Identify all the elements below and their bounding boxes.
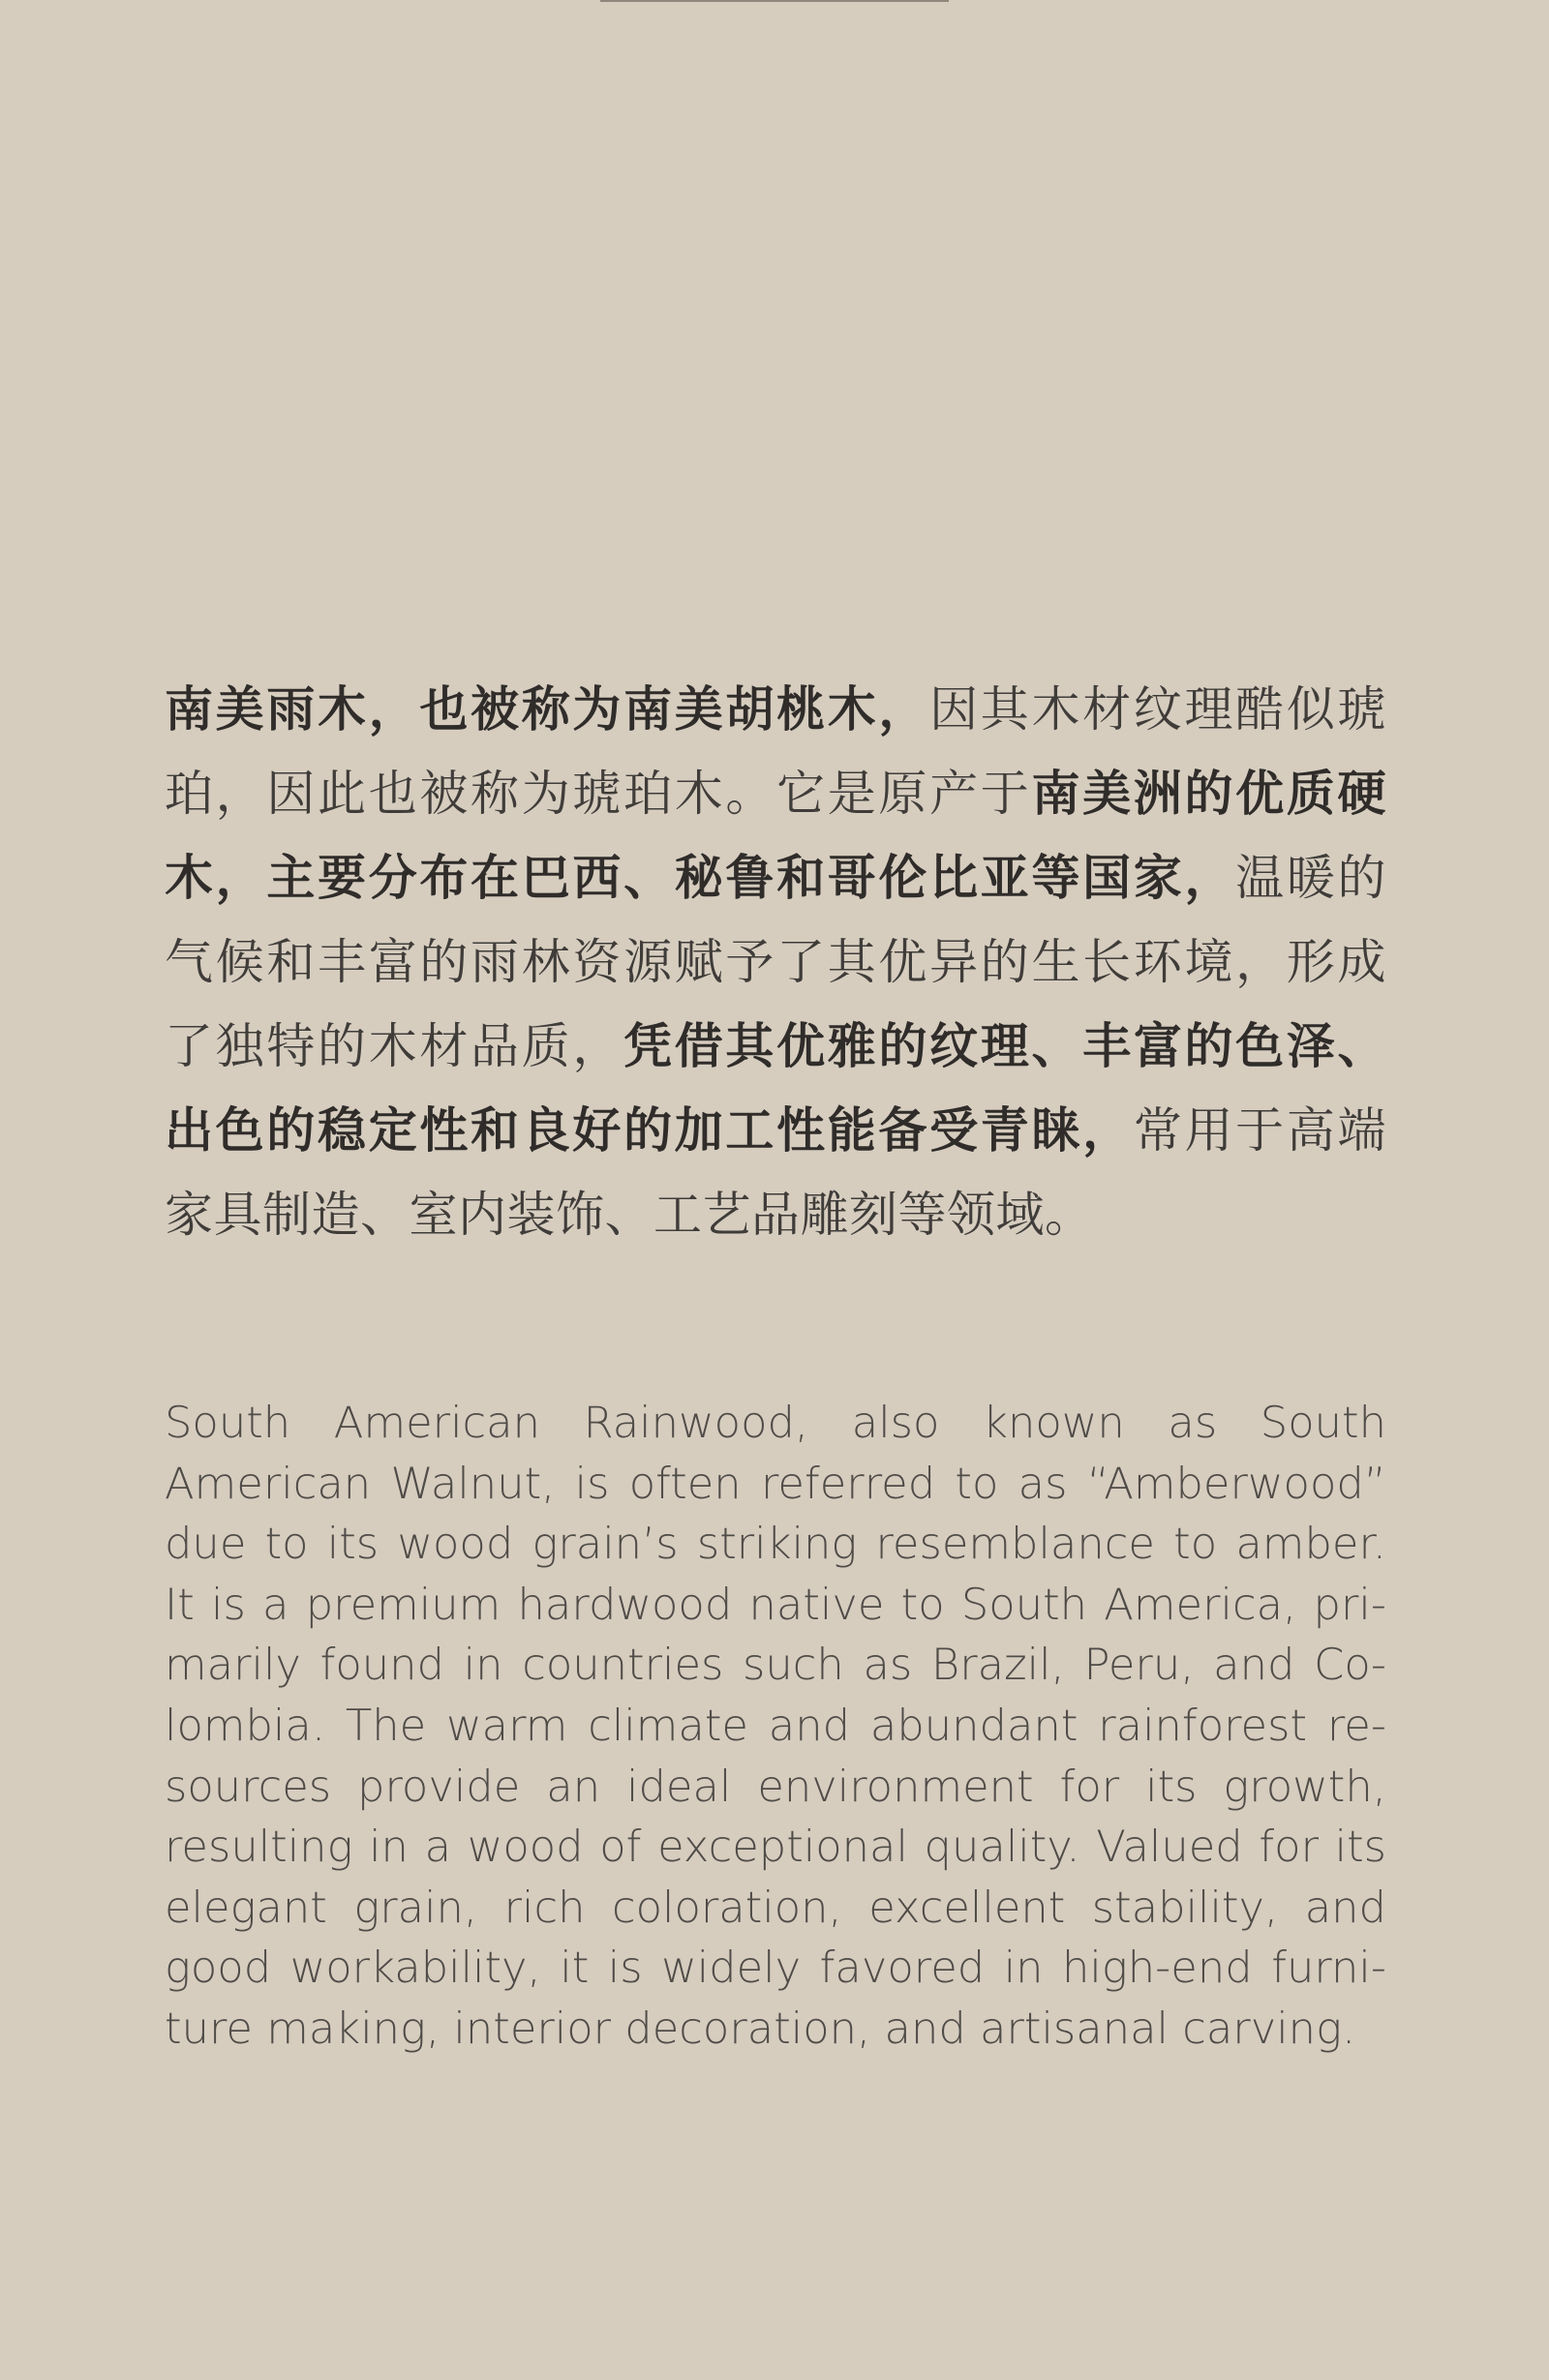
article-body [165, 668, 1386, 2060]
zh-regular-segment-1: 因其木材纹理酷似琥珀，因此也被称为琥珀木。它是原产于 [165, 681, 1387, 822]
top-divider [600, 0, 949, 2]
zh-bold-segment-3: 凭借其优雅的纹理、丰富的色泽、出色的稳定性和良好的加工性能备受青睐， [165, 1018, 1387, 1159]
zh-bold-segment-2: 南美洲的优质硬木，主要分布在巴西、秘鲁和哥伦比亚等国家， [165, 766, 1387, 906]
chinese-paragraph [165, 668, 1386, 1257]
zh-regular-segment-3: 常用于高端家具制造、室内装饰、工艺品雕刻等领域。 [165, 1102, 1387, 1243]
english-paragraph: South American Rainwood, also known as South American Walnut, is often referred to as “Amberwood” due to its wood grain’s striking resemblance to amber. It is a premium hardwood native to South America, primarily found in countries such as Brazil, Peru, and Colombia. The warm climate and abundant rainforest resources provide an ideal environment for its growth, resulting in a wood of exceptional quality. Valued for its elegant grain, rich coloration, excellent stability, and good workability, it is widely favored in high-end furniture making, interior decoration, and artisanal carving. [165, 1397, 1386, 2054]
zh-bold-segment-1: 南美雨木，也被称为南美胡桃木， [165, 681, 930, 738]
zh-regular-segment-2: 温暖的气候和丰富的雨林资源赋予了其优异的生长环境，形成了独特的木材品质， [165, 850, 1387, 1074]
